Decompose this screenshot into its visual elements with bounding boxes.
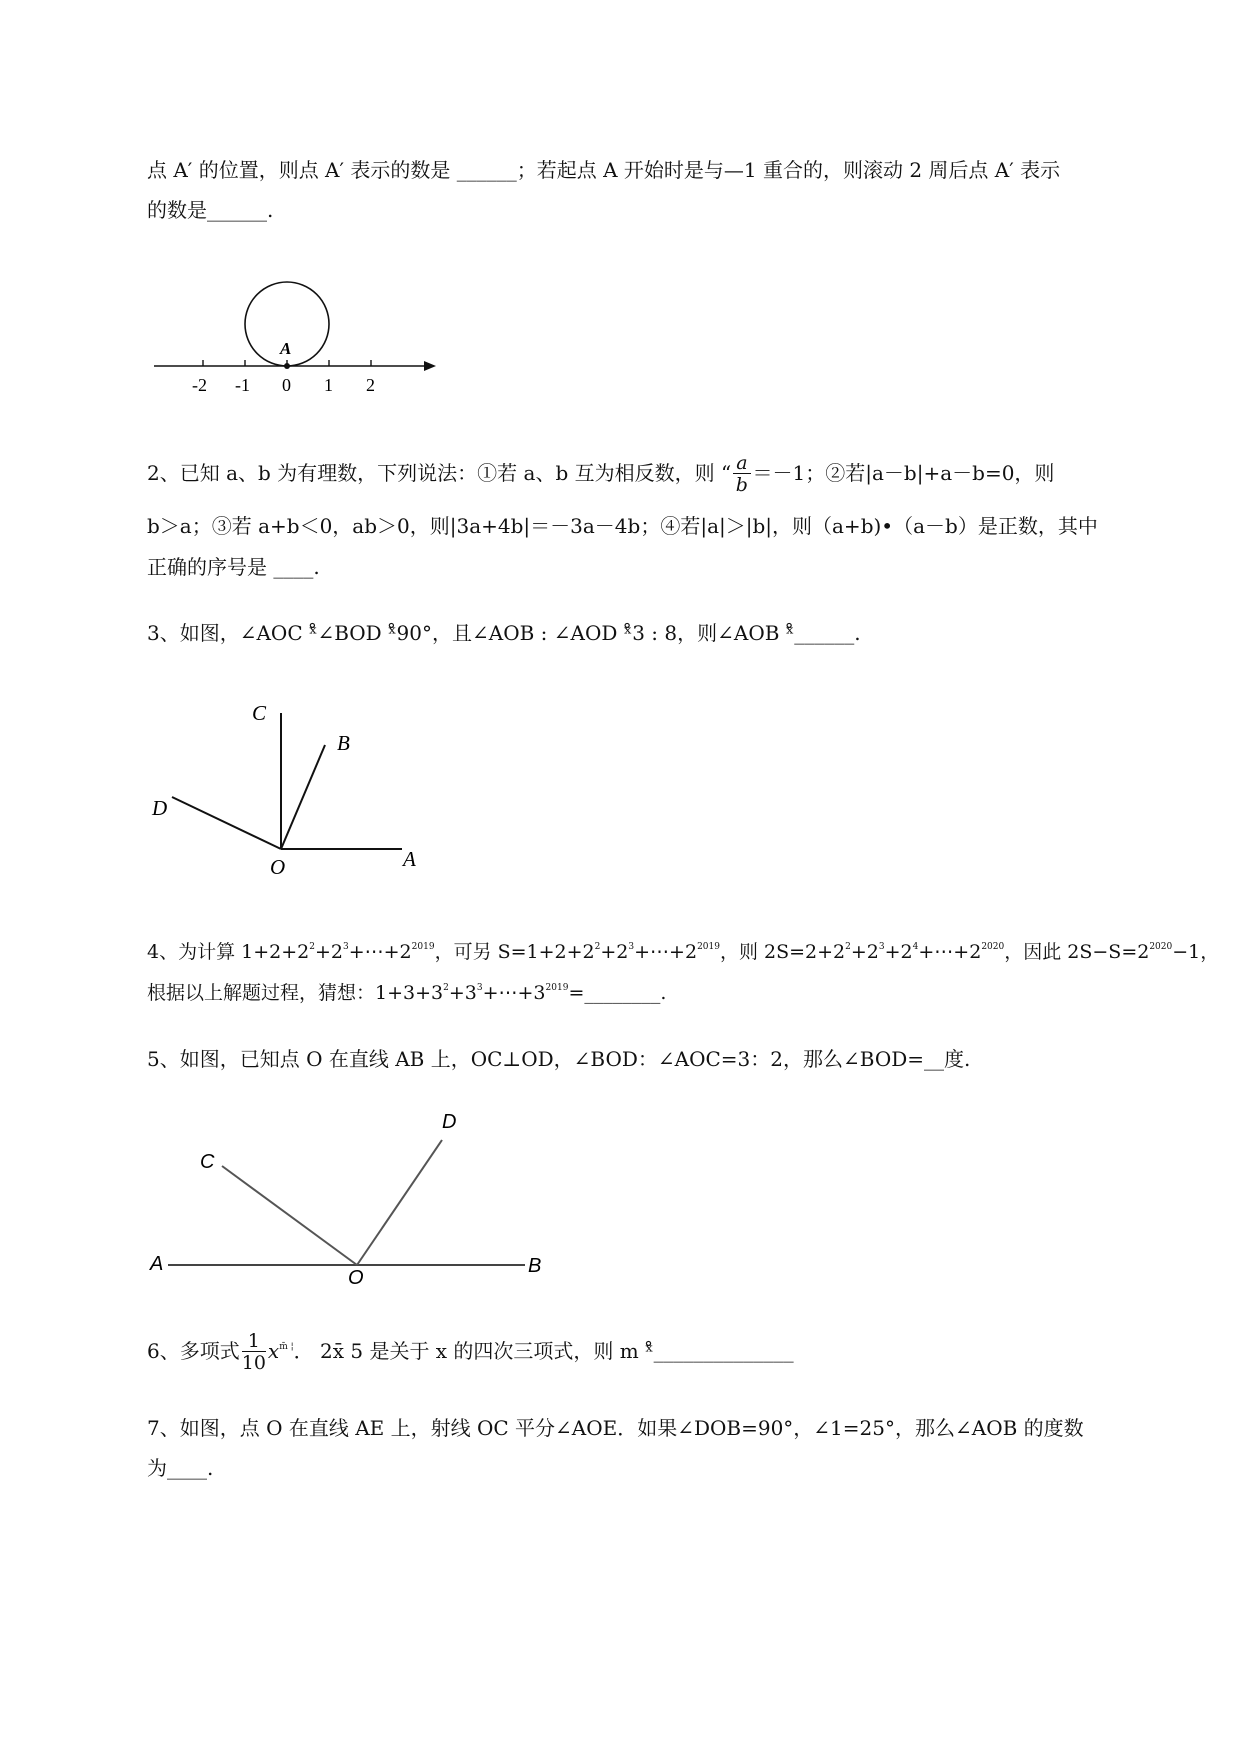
q2-line1 [147,452,1147,495]
q6-fraction [242,1332,266,1373]
q4-line1 [147,931,1220,973]
q2-line2: b＞a；③若 a+b＜0，ab＞0，则|3a+4b|＝－3a－4b；④若|a|＞|b|，则（a+b)•（a－b）是正数，其中 [147,514,1098,538]
q5-text: 5、如图，已知点 O 在直线 AB 上，OC⊥OD，∠BOD：∠AOC=3：2，那么∠BOD=__度. [147,1047,971,1071]
q3-text: 3、如图，∠AOC ˣ̊∠BOD ˣ̊90°，且∠AOB : ∠AOD ˣ̊3 : 8，则∠AOB ˣ̊______. [147,621,861,645]
label-b-q5: B [528,1255,542,1277]
point-a-dot [284,363,290,369]
q4-l2-b: +3 [448,982,477,1004]
q4-line2 [147,972,1147,1014]
q2-frac-num: a [733,454,750,474]
q4-l1-e11: 2020 [1149,942,1173,952]
q2-line1-a: 2、已知 a、b 为有理数，下列说法：①若 a、b 互为相反数，则 “ [147,461,732,485]
q4-l2-e3: 2019 [545,983,569,993]
q6-frac-den: 10 [241,1352,266,1374]
ray-od-q5 [357,1140,442,1265]
q6-variable-x: x [267,1339,280,1363]
q4-l1-e3: 2019 [411,942,435,952]
q4-l1-f: +2 [600,941,629,963]
q6-rest: ． 2x̄ 5 是关于 x 的四次三项式，则 m ˣ̊______________ [293,1339,794,1363]
ray-oc-q5 [222,1166,357,1265]
tick-label-1: 1 [324,375,333,395]
q4-l1-d: ，可另 S=1+2+2 [434,941,595,963]
q4-l2-a: 根据以上解题过程，猜想：1+3+3 [147,982,444,1004]
q2-line1-b: ＝－1；②若|a－b|+a－b=0，则 [752,461,1055,485]
q4-l1-m: −1， [1172,941,1220,963]
tick-label-0: 0 [282,375,291,395]
q6-line [147,1330,1147,1373]
q6-exponent: m̄ ¦ [279,1342,294,1352]
label-o: O [270,855,286,879]
q4-l2-d: =________. [568,982,667,1004]
point-a-label: A [280,339,292,358]
label-d: D [152,796,168,820]
q7-line1: 7、如图，点 O 在直线 AE 上，射线 OC 平分∠AOE．如果∠DOB=90°，∠1=25°，那么∠AOB 的度数 [147,1416,1084,1440]
label-a-q5: A [150,1253,164,1275]
q4-l1-e10: 2020 [981,942,1005,952]
q2-line3: 正确的序号是 ____. [147,555,320,579]
q4-l2-e2: 3 [476,983,483,993]
q4-l1-a: 4、为计算 1+2+2 [147,941,310,963]
label-a: A [403,847,416,871]
q4-l1-c: +⋯+2 [348,941,412,963]
tick-label-2: 2 [366,375,375,395]
q4-l1-e4: 2 [594,942,601,952]
q4-l2-e1: 2 [443,983,449,993]
q4-l1-i: +2 [850,941,879,963]
q4-l2-c: +⋯+3 [482,982,546,1004]
q4-l1-e6: 2019 [697,942,720,952]
angle-figure-q3 [151,701,416,879]
q4-l1-e1: 2 [309,942,315,952]
q1-line2: 的数是______. [147,198,274,222]
q2-frac-den: b [735,474,748,496]
q4-l1-e7: 2 [845,942,851,952]
tick-label-minus-2: -2 [192,375,207,395]
label-c-q5: C [200,1151,215,1173]
label-o-q5: O [348,1267,364,1289]
q4-l1-b: +2 [314,941,343,963]
q1-line1: 点 A′ 的位置，则点 A′ 表示的数是 ______；若起点 A 开始时是与—1 重合的，则滚动 2 周后点 A′ 表示 [147,158,1061,182]
q6-frac-num: 1 [242,1332,266,1352]
q4-l1-e8: 3 [878,942,885,952]
q4-l1-e2: 3 [342,942,349,952]
label-c: C [252,701,267,725]
angle-figure-q5 [149,1111,541,1289]
label-b: B [337,731,350,755]
q2-fraction [733,454,750,495]
q4-l1-e5: 3 [628,942,635,952]
number-line-arrow [424,361,436,371]
q4-l1-k: +⋯+2 [918,941,982,963]
q7-line2: 为____. [147,1456,214,1480]
ray-ob [281,745,325,849]
q4-l1-l: ，因此 2S−S=2 [1004,941,1150,963]
q4-l1-j: +2 [884,941,913,963]
q6-prefix: 6、多项式 [147,1339,240,1363]
q4-l1-e9: 4 [912,942,919,952]
q4-l1-h: ，则 2S=2+2 [719,941,846,963]
tick-label-minus-1: -1 [235,375,250,395]
label-d-q5: D [442,1111,457,1133]
ray-od [172,797,281,849]
q4-l1-g: +⋯+2 [634,941,698,963]
